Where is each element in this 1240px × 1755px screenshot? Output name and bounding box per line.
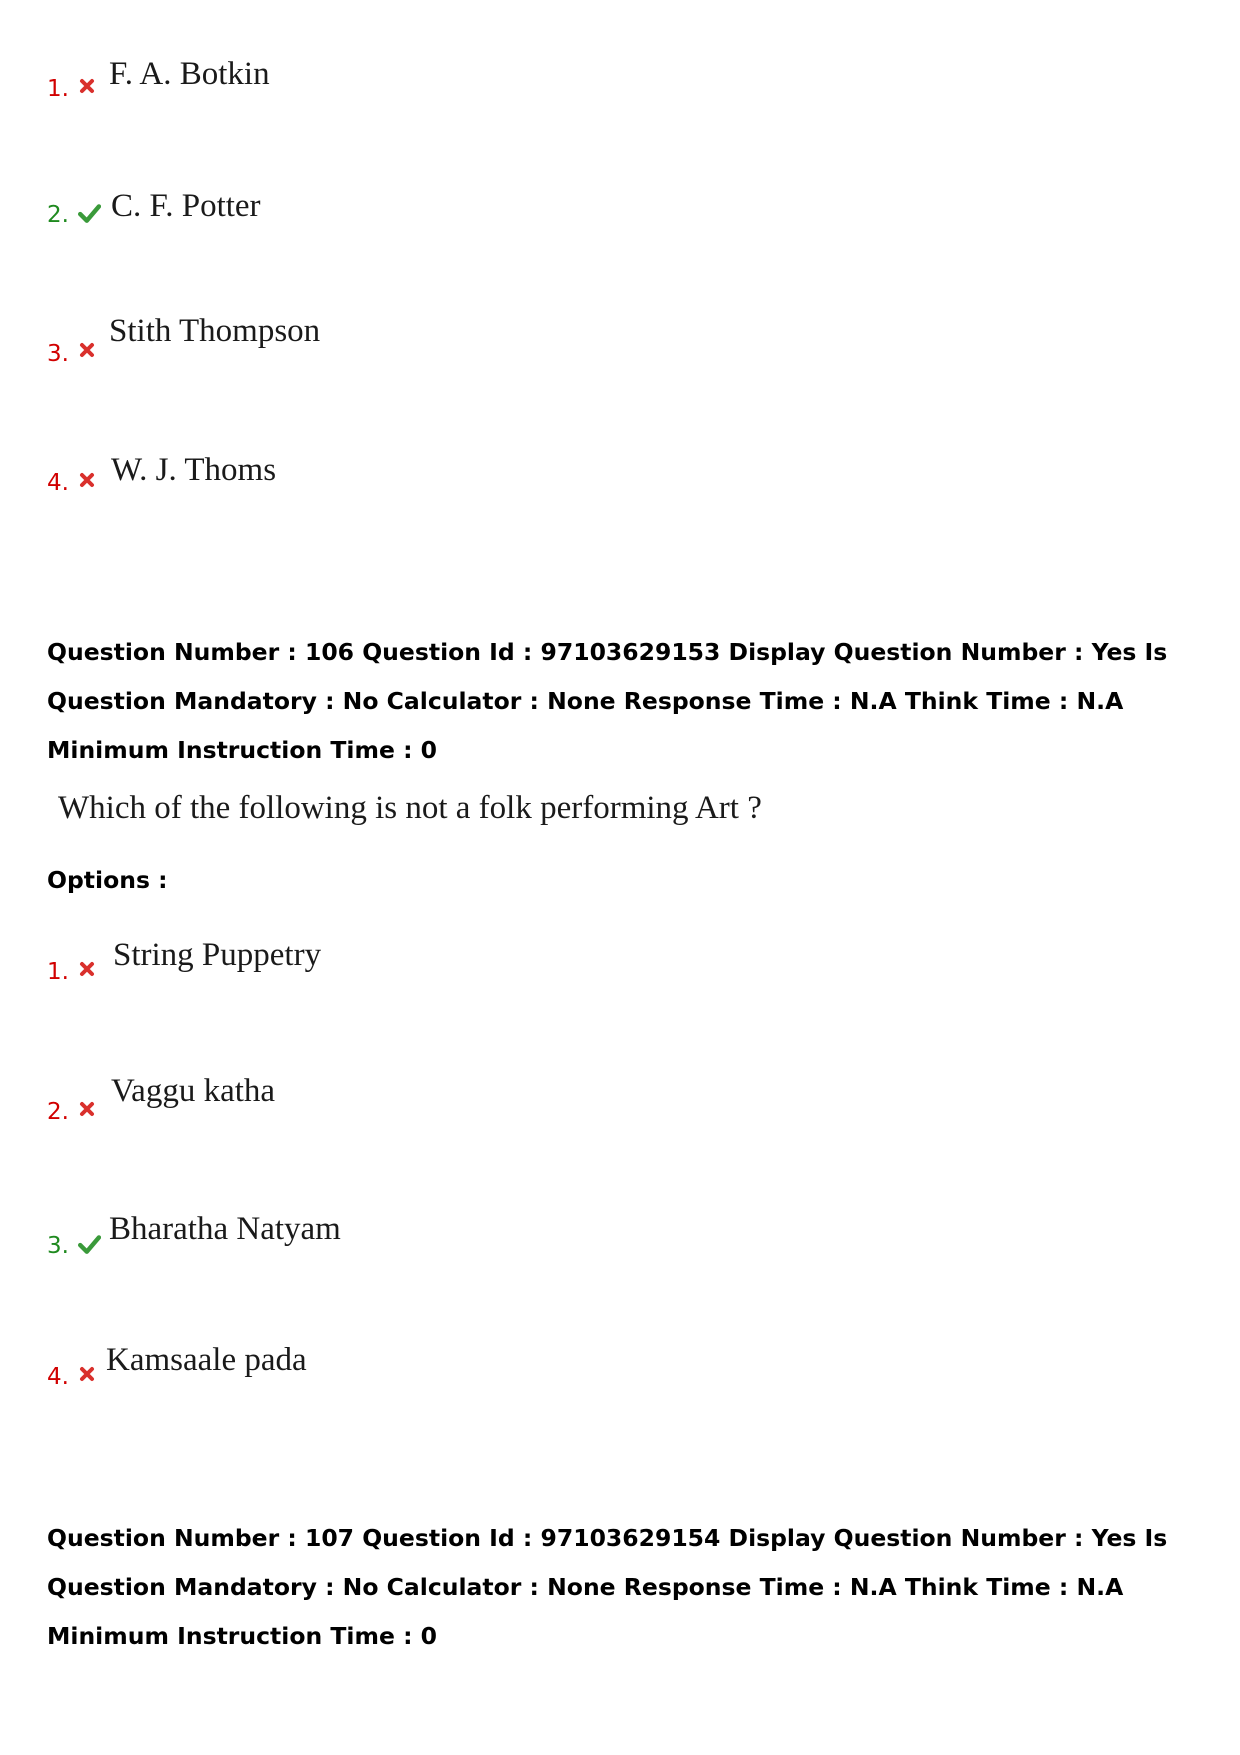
option-text: Kamsaale pada <box>106 1342 307 1378</box>
correct-check-icon <box>77 202 101 224</box>
option-number: 1. <box>47 76 69 102</box>
wrong-cross-icon <box>77 340 97 360</box>
wrong-cross-icon <box>77 959 97 979</box>
option-text: Bharatha Natyam <box>109 1211 341 1247</box>
option-number: 3. <box>47 341 69 367</box>
option-number: 4. <box>47 1364 69 1390</box>
option-text: C. F. Potter <box>111 188 261 224</box>
options-heading: Options : <box>47 866 168 894</box>
question-text: Which of the following is not a folk performing Art ? <box>58 790 762 826</box>
option-number: 2. <box>47 202 69 228</box>
correct-check-icon <box>77 1233 101 1255</box>
option-text: W. J. Thoms <box>111 452 277 488</box>
wrong-cross-icon <box>77 76 97 96</box>
wrong-cross-icon <box>77 1364 97 1384</box>
question-meta: Question Number : 107 Question Id : 97103629154 Display Question Number : Yes Is Question Mandatory : No Calculator : None Response Time : N.A Think Time : N.A Minimum Instruction Time : 0 <box>47 1524 1168 1650</box>
question-meta: Question Number : 106 Question Id : 97103629153 Display Question Number : Yes Is Question Mandatory : No Calculator : None Response Time : N.A Think Time : N.A Minimum Instruction Time : 0 <box>47 638 1168 764</box>
option-text: F. A. Botkin <box>109 56 270 92</box>
option-number: 4. <box>47 470 69 496</box>
wrong-cross-icon <box>77 1099 97 1119</box>
option-text: String Puppetry <box>113 937 322 973</box>
option-number: 3. <box>47 1233 69 1259</box>
option-number: 1. <box>47 959 69 985</box>
option-text: Vaggu katha <box>111 1073 276 1109</box>
wrong-cross-icon <box>77 470 97 490</box>
option-number: 2. <box>47 1099 69 1125</box>
option-text: Stith Thompson <box>109 313 321 349</box>
